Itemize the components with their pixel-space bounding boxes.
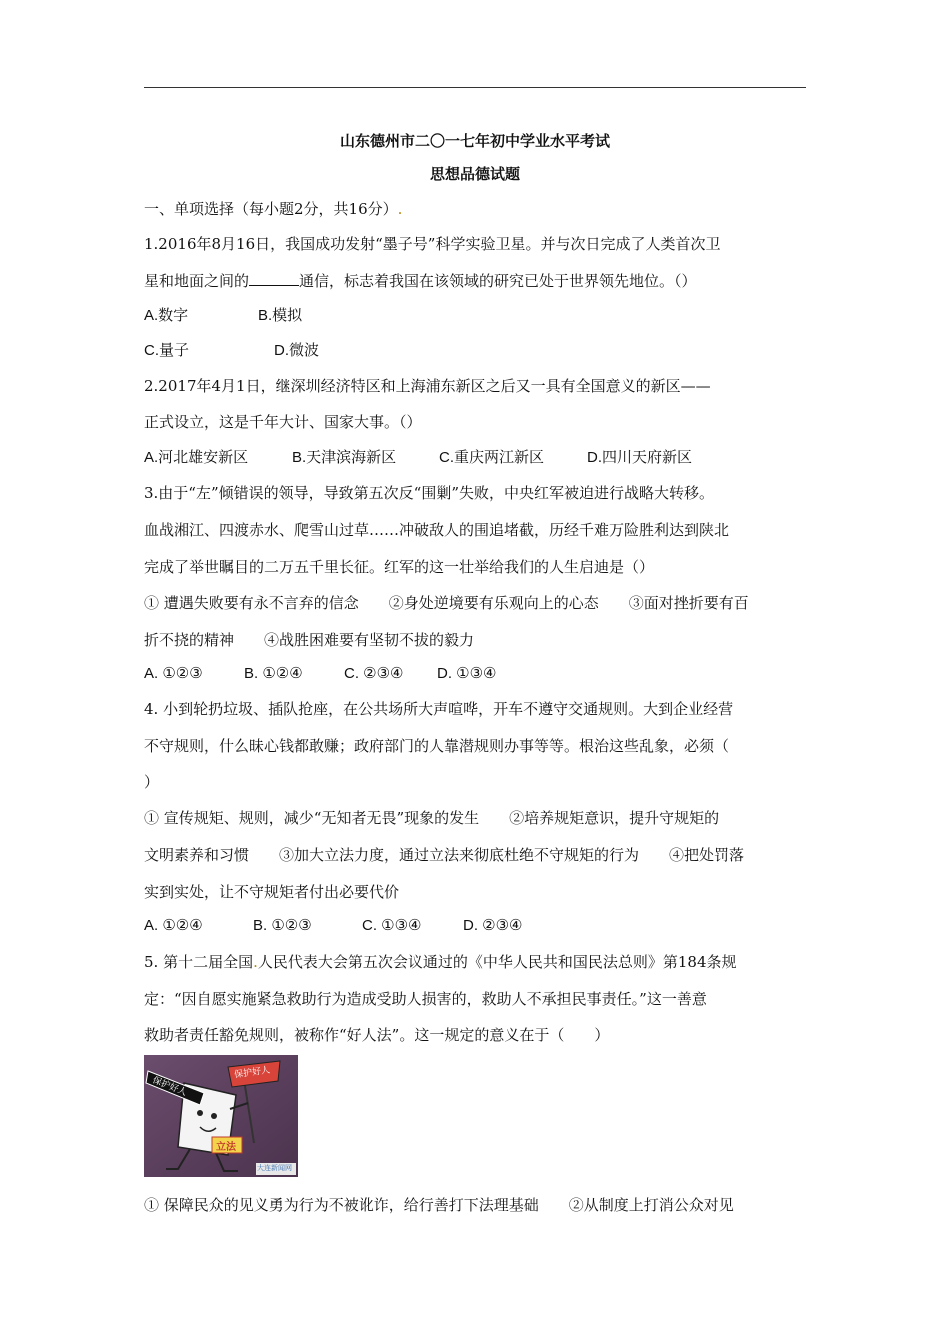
q4-option-c: C. ①③④ xyxy=(362,917,422,934)
q2-option-b: B.天津滨海新区 xyxy=(292,449,397,466)
q4-line-4: ① 宣传规矩、规则，减少“无知者无畏”现象的发生 ②培养规矩意识，提升守规矩的 xyxy=(144,809,720,827)
q3-line-5: 折不挠的精神 ④战胜困难要有坚韧不拔的毅力 xyxy=(144,631,475,649)
q3-line-2: 血战湘江、四渡赤水、爬雪山过草……冲破敌人的围追堵截，历经千难万险胜利达到陕北 xyxy=(144,521,730,539)
q5-line-1a: 5. 第十二届全国 xyxy=(144,953,254,971)
q2-line-1: 2.2017年4月1日，继深圳经济特区和上海浦东新区之后又一具有全国意义的新区—— xyxy=(144,377,711,395)
q3-option-d: D. ①③④ xyxy=(437,665,497,682)
exam-title: 山东德州市二〇一七年初中学业水平考试 xyxy=(339,132,610,150)
q5-line-4: ① 保障民众的见义勇为行为不被讹诈，给行善打下法理基础 ②从制度上打消公众对见 xyxy=(144,1196,734,1214)
q3-line-1: 3.由于“左”倾错误的领导，导致第五次反“围剿”失败，中央红军被迫进行战略大转移。 xyxy=(144,484,714,502)
header-rule xyxy=(144,87,806,88)
law-cartoon-image xyxy=(144,1055,298,1177)
q4-line-3: ） xyxy=(144,773,160,791)
section-heading-dot: . xyxy=(397,200,403,218)
q4-line-1: 4. 小到轮扔垃圾、插队抢座，在公共场所大声喧哗，开车不遵守交通规则。大到企业经营 xyxy=(144,700,734,718)
q5-line-1 xyxy=(144,951,737,972)
q2-option-c: C.重庆两江新区 xyxy=(439,449,545,466)
q1-line-2b: 通信，标志着我国在该领域的研究已处于世界领先地位。（） xyxy=(299,272,697,290)
cartoon-flag-text: 保护好人 xyxy=(233,1065,271,1081)
cartoon-watermark: 大连新闻网 xyxy=(257,1164,292,1172)
q1-line-2 xyxy=(144,270,697,291)
q5-dot: . xyxy=(253,953,258,971)
section-heading-text: 一、单项选择（每小题2分，共16分） xyxy=(144,200,398,218)
q2-line-2: 正式设立，这是千年大计、国家大事。（） xyxy=(144,413,422,431)
q4-option-d: D. ②③④ xyxy=(463,917,523,934)
q2-option-d: D.四川天府新区 xyxy=(587,449,693,466)
q1-option-b: B.模拟 xyxy=(258,307,303,324)
q4-line-5: 文明素养和习惯 ③加大立法力度，通过立法来彻底杜绝不守规矩的行为 ④把处罚落 xyxy=(144,846,745,864)
q4-option-b: B. ①②③ xyxy=(253,917,312,934)
q5-line-1b: 人民代表大会第五次会议通过的《中华人民共和国民法总则》第184条规 xyxy=(257,953,737,971)
q1-line-2a: 星和地面之间的 xyxy=(144,272,250,290)
q1-option-a: A.数字 xyxy=(144,307,189,324)
q3-line-3: 完成了举世瞩目的二万五千里长征。红军的这一壮举给我们的人生启迪是（） xyxy=(144,558,655,576)
exam-subtitle: 思想品德试题 xyxy=(429,165,520,183)
q3-option-a: A. ①②③ xyxy=(144,665,203,682)
q4-line-6: 实到实处，让不守规矩者付出必要代价 xyxy=(144,883,400,901)
q3-line-4: ① 遭遇失败要有永不言弃的信念 ②身处逆境要有乐观向上的心态 ③面对挫折要有百 xyxy=(144,594,749,612)
q1-blank xyxy=(249,271,299,286)
q2-option-a: A.河北雄安新区 xyxy=(144,449,249,466)
q5-line-3: 救助者责任豁免规则，被称作“好人法”。这一规定的意义在于（ ） xyxy=(144,1026,610,1044)
q3-option-c: C. ②③④ xyxy=(344,665,404,682)
q4-line-2: 不守规则，什么昧心钱都敢赚；政府部门的人靠潜规则办事等等。根治这些乱象，必须（ xyxy=(144,737,730,755)
q4-option-a: A. ①②④ xyxy=(144,917,203,934)
q1-option-c: C.量子 xyxy=(144,342,190,359)
q1-line-1: 1.2016年8月16日，我国成功发射“墨子号”科学实验卫星。并与次日完成了人类首次卫 xyxy=(144,235,721,253)
q1-option-d: D.微波 xyxy=(274,342,320,359)
q5-line-2: 定：“因自愿实施紧急救助行为造成受助人损害的，救助人不承担民事责任。”这一善意 xyxy=(144,990,707,1008)
section-heading xyxy=(144,198,402,219)
cartoon-stamp-text: 立法 xyxy=(216,1142,236,1153)
cartoon-banner-text: 保护好人 xyxy=(150,1075,189,1099)
q3-option-b: B. ①②④ xyxy=(244,665,303,682)
